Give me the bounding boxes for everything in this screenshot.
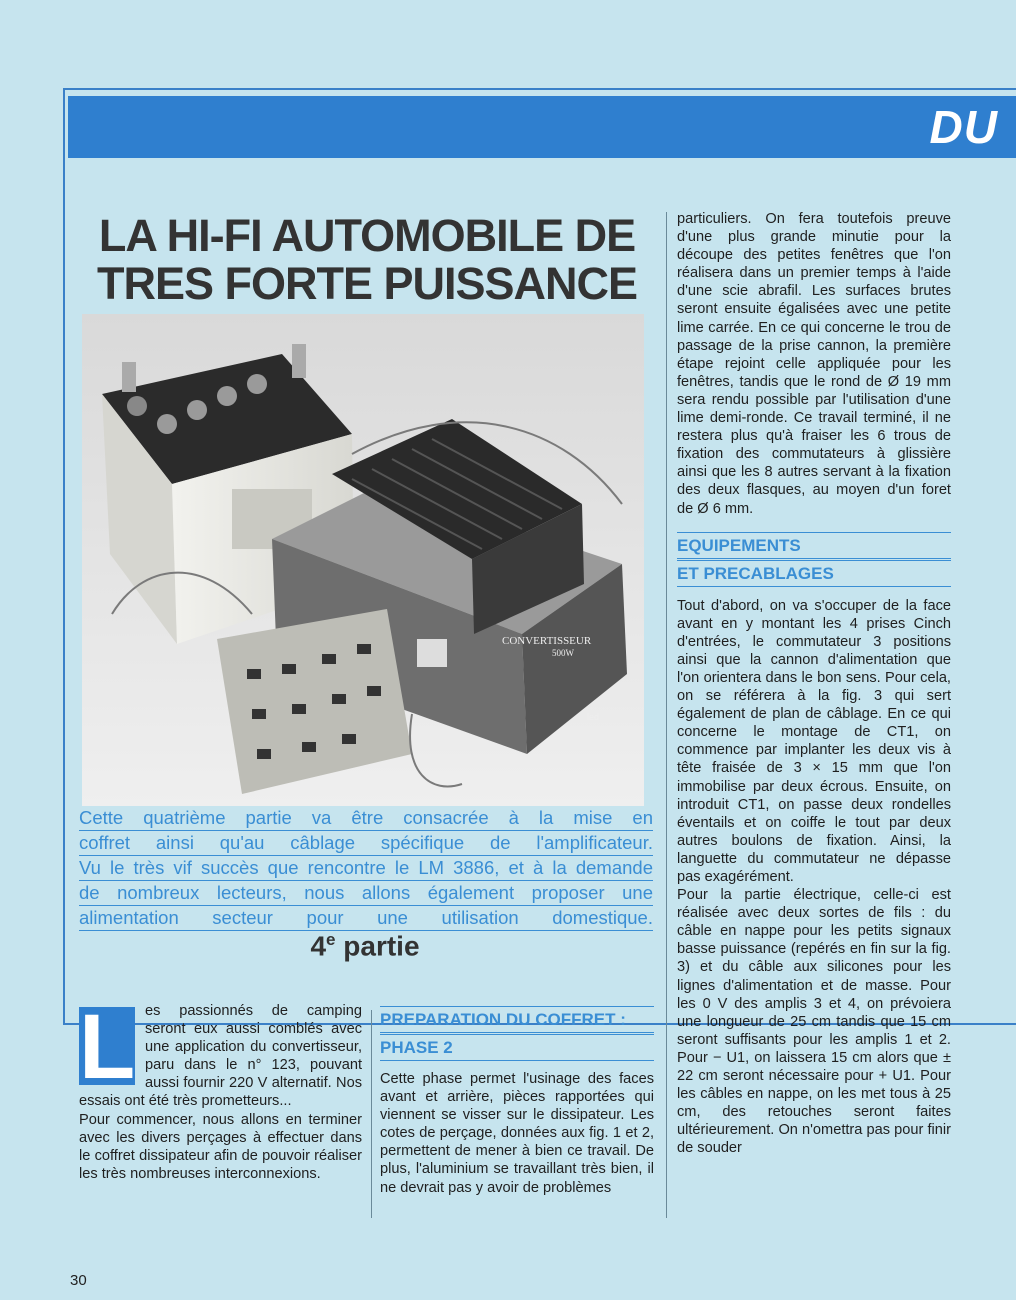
column-1 [79,996,362,1183]
title-line-1: LA HI-FI AUTOMOBILE DE [98,210,636,261]
section-heading-equipements [677,532,951,587]
page-number: 30 [70,1272,87,1289]
article-title [82,212,652,308]
section-banner [68,96,1016,158]
column-divider-2 [666,212,667,1218]
col1-paragraph-2: Pour commencer, nous allons en terminer avec les divers perçages à effectuer dans le coffret dissipateur afin de pouvoir réaliser les très nombreuses interconnexions. [79,1111,362,1182]
section-heading-preparation [380,1006,654,1061]
col2-paragraph-1: Cette phase permet l'usinage des faces avant et arrière, pièces rapportées qui viennent se visser sur le dissipateur. Les cotes de perçage, données aux fig. 1 et 2, permettent de mener à bien ce travail. De plus, l'aluminium se travaillant très bien, il ne devrait pas y avoir de problèmes [380,1071,654,1196]
part-number [170,930,560,962]
column-3 [677,210,951,1158]
heading-line-1: PREPARATION DU COFFRET : [380,1006,654,1033]
title-line-2: TRES FORTE PUISSANCE [96,258,638,309]
column-2 [380,1006,654,1197]
converter-power: 500W [552,648,574,658]
intro-paragraph [79,806,653,931]
heading-line-2: PHASE 2 [380,1034,654,1061]
intro-line-5: alimentation secteur pour une utilisation domestique. [79,906,653,931]
converter-label: CONVERTISSEUR [502,635,592,647]
heading-line-1: EQUIPEMENTS [677,532,951,559]
part-num: 4 [310,930,327,962]
converter-brand: led [587,712,600,722]
photo-illustration [82,314,644,806]
part-sup: e [326,930,336,949]
heading-line-2: ET PRECABLAGES [677,560,951,587]
intro-line-4: de nombreux lecteurs, nous allons également proposer une [79,881,653,906]
banner-tag: DU [929,101,998,153]
col3-paragraph-3: Pour la partie électrique, celle-ci est réalisée avec deux sortes de fils : du câble en nappe pour les petits signaux basse puissance (repérés en fin sur la fig. 3) et du câble aux silicones pour les lignes d'alimentation et de masse. Pour les 0 V des amplis 3 et 4, on prévoiera une longueur de 25 cm tandis que 15 cm seront suffisants pour les amplis 1 et 2. Pour − U1, on laissera 15 cm alors que ± 22 cm seront nécessaire pour + U1. Pour les câbles en nappe, on les met tous à 25 cm, des retouches seront faites ultérieurement. On n'omettra pas pour finir de souder [677,887,951,1157]
col3-paragraph-2: Tout d'abord, on va s'occuper de la face avant en y montant les 4 prises Cinch d'entrées, le commutateur 3 positions ainsi que la cannon d'alimentation que l'on orientera dans le bon sens. Pour cela, on se référera à la fig. 3 qui sert également de plan de câblage. En ce qui concerne le montage de CT1, on commence par implanter les deux vis à tête fraisée de 3 × 15 mm que l'on immobilise par deux écrous. Ensuite, on introduit CT1, on passe deux rondelles éventails et on coiffe le tout par deux autres boulons de fixation. Ainsi, la languette du commutateur ne dépasse pas exagérément. [677,597,951,885]
intro-line-2: coffret ainsi qu'au câblage spécifique de l'amplificateur. [79,831,653,856]
drop-cap: L [79,996,136,1098]
intro-line-1: Cette quatrième partie va être consacrée à la mise en [79,806,653,831]
part-word: partie [335,930,420,962]
intro-line-3: Vu le très vif succès que rencontre le LM 3886, et à la demande [79,856,653,881]
col1-paragraph-1: es passionnés de camping seront eux aussi comblés avec une application du convertisseur, paru dans le n° 123, pouvant aussi fournir 220 V alternatif. Nos essais ont été très prometteurs... [79,1003,362,1110]
column-divider-1 [371,1010,372,1218]
product-photo [82,314,644,806]
col3-paragraph-1: particuliers. On fera toutefois preuve d'une plus grande minutie pour la découpe des petites fenêtres que l'on réalisera dans un premier temps à l'aide d'une scie abrafil. Les surfaces brutes seront ensuite égalisées avec une petite lime carrée. En ce qui concerne le trou de passage de la prise cannon, la première étape rejoint celle appliquée pour les fenêtres, tandis que le rond de Ø 19 mm sera rendu possible par l'utilisation d'une lime demi-ronde. Ce travail terminé, il ne restera plus qu'à fraiser les 6 trous de fixation des commutateurs à glissière ainsi que les 8 autres servant à la fixation des deux flasques, au moyen d'un foret de Ø 6 mm. [677,211,951,517]
